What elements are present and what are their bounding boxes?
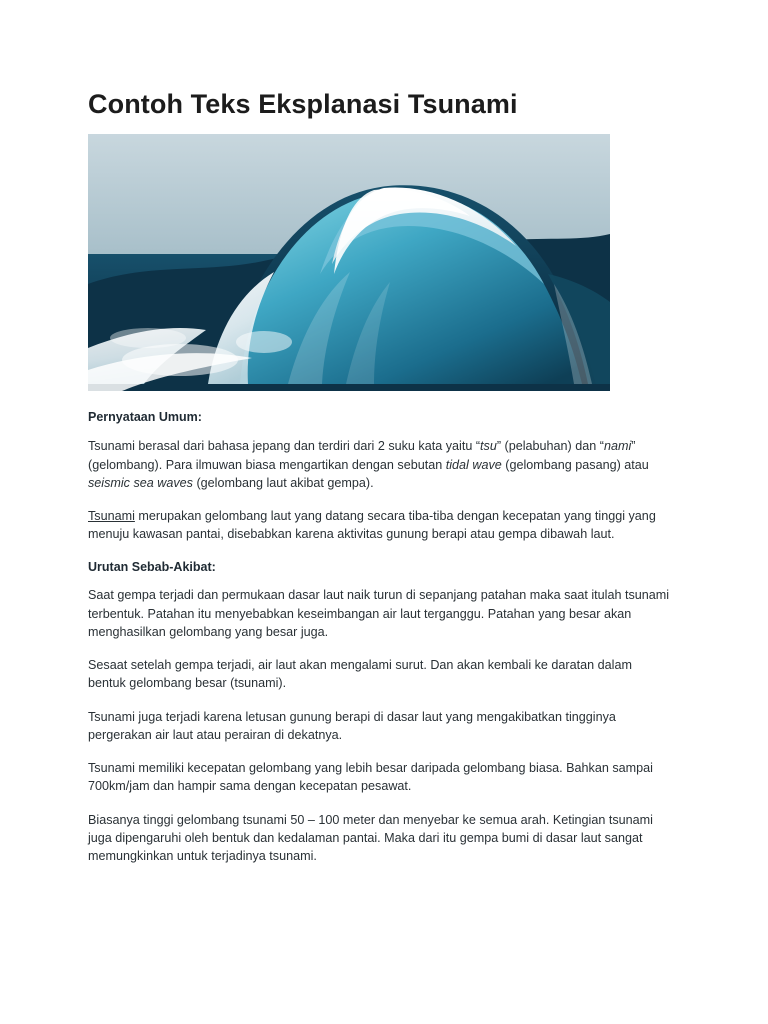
run-text: (gelombang pasang) atau	[501, 457, 649, 472]
underlined-term-tsunami: Tsunami	[88, 509, 135, 524]
run-text: merupakan gelombang laut yang datang secara tiba-tiba dengan kecepatan yang tinggi yang menuju kawasan pantai, disebabkan karena aktivitas gunung berapi atau gempa dibawah laut.	[88, 509, 656, 542]
section-pernyataan-umum	[88, 409, 672, 543]
run-italic-nami: nami	[603, 439, 632, 454]
paragraph-tsunami-definisi	[88, 507, 672, 544]
tsunami-wave-photo	[88, 134, 610, 391]
run-italic-seismic-sea-waves: seismic sea waves	[88, 475, 193, 490]
paragraph-tinggi-gelombang: Biasanya tinggi gelombang tsunami 50 – 100 meter dan menyebar ke semua arah. Ketingian tsunami juga dipengaruhi oleh bentuk dan kedalaman pantai. Maka dari itu gempa bumi di dasar laut sangat memungkinkan untuk terjadinya tsunami.	[88, 812, 653, 864]
paragraph-tsunami-etimologi	[88, 437, 672, 492]
paragraph-kecepatan-gelombang: Tsunami memiliki kecepatan gelombang yang lebih besar daripada gelombang biasa. Bahkan sampai 700km/jam dan hampir sama dengan kecepatan pesawat.	[88, 761, 653, 794]
paragraph-surut-kembali: Sesaat setelah gempa terjadi, air laut akan mengalami surut. Dan akan kembali ke daratan dalam bentuk gelombang besar (tsunami).	[88, 658, 632, 691]
run-text: ” (pelabuhan) dan “	[496, 439, 604, 454]
page-title: Contoh Teks Eksplanasi Tsunami	[88, 89, 518, 119]
paragraph-gempa-patahan: Saat gempa terjadi dan permukaan dasar laut naik turun di sepanjang patahan maka saat itulah tsunami terbentuk. Patahan itu menyebabkan keseimbangan air laut terganggu. Patahan yang besar akan menghasilkan gelombang yang besar juga.	[88, 588, 670, 639]
section-heading-pernyataan-umum: Pernyataan Umum:	[88, 410, 202, 425]
wave-illustration	[88, 134, 610, 391]
run-text: ” (gelombang). Para ilmuwan biasa mengartikan dengan sebutan	[88, 439, 636, 472]
section-urutan-sebab-akibat	[88, 559, 672, 866]
run-italic-tsu: tsu	[480, 439, 497, 454]
run-text: (gelombang laut akibat gempa).	[192, 475, 374, 490]
run-text: Tsunami berasal dari bahasa jepang dan terdiri dari 2 suku kata yaitu “	[88, 439, 481, 454]
section-heading-urutan-sebab-akibat: Urutan Sebab-Akibat:	[88, 559, 216, 574]
run-italic-tidal-wave: tidal wave	[445, 457, 502, 472]
paragraph-letusan-gunung-berapi: Tsunami juga terjadi karena letusan gunung berapi di dasar laut yang mengakibatkan tingginya pergerakan air laut atau perairan di dekatnya.	[88, 709, 616, 742]
